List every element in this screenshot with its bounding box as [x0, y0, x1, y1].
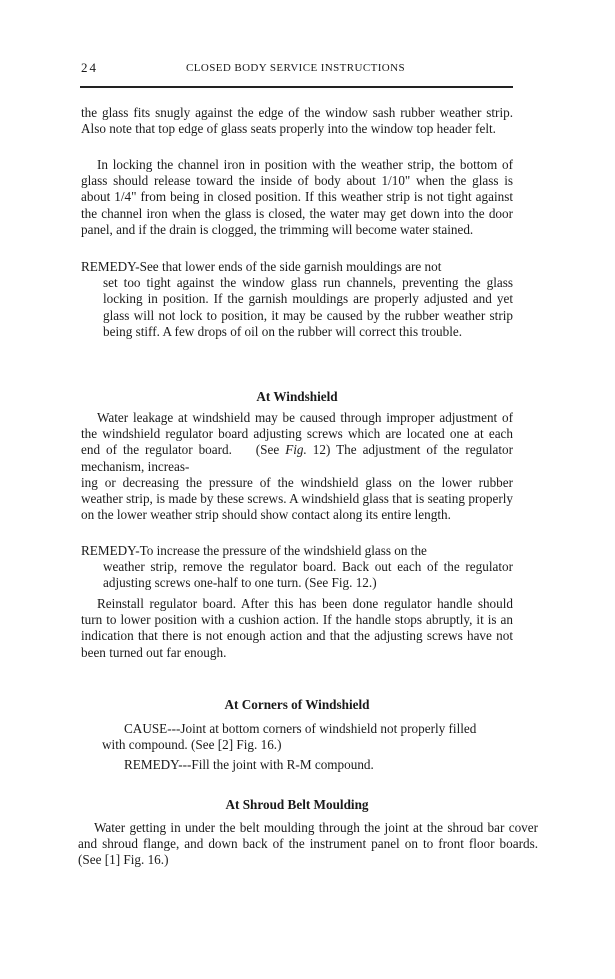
- remedy-garnish-first-line: REMEDY-See that lower ends of the side garnish mouldings are not: [81, 259, 442, 274]
- heading-at-corners: At Corners of Windshield: [224, 697, 370, 712]
- windshield-leak-text: Water leakage at windshield may be caused through improper adjustment of the windshield regulator board adjusting screws which are located one at each end of the regulator board.: [81, 410, 513, 458]
- windshield-leak-see: (See: [255, 442, 280, 458]
- paragraph-windshield-leakage-a: [81, 410, 513, 475]
- remedy-garnish-body: set too tight against the window glass run channels, preventing the glass locking in position. If the garnish mouldings are properly adjusted and yet glass will not lock to position, it may be caused by the rubber weather strip being stiff. A few drops of oil on the rubber will correct this trouble.: [103, 275, 513, 339]
- paragraph-glass-fit: the glass fits snugly against the edge of the window sash rubber weather strip. Also note that top edge of glass seats properly into the window top header felt.: [81, 105, 513, 137]
- remedy-windshield-body: weather strip, remove the regulator board. Back out each of the regulator adjusting screws one-half to one turn. (See Fig. 12.): [103, 559, 513, 591]
- running-title: CLOSED BODY SERVICE INSTRUCTIONS: [186, 62, 405, 74]
- windshield-leak-fig: Fig.: [285, 442, 307, 458]
- windshield-leak-tail: The adjustment of the regulator mechanism, increas-: [81, 442, 514, 474]
- heading-at-windshield: At Windshield: [256, 389, 338, 404]
- page-number: 24: [81, 60, 98, 75]
- cause-line-2: with compound. (See [2] Fig. 16.): [102, 737, 282, 752]
- remedy-windshield-first-line: REMEDY-To increase the pressure of the windshield glass on the: [81, 543, 427, 558]
- heading-at-shroud: At Shroud Belt Moulding: [225, 797, 369, 812]
- remedy-windshield-block: [81, 543, 513, 592]
- paragraph-windshield-leakage-b: ing or decreasing the pressure of the windshield glass on the lower rubber weather strip, is made by these screws. A windshield glass that is seating properly on the lower weather strip should show contact along its entire length.: [81, 475, 513, 523]
- paragraph-shroud-belt: Water getting in under the belt moulding through the joint at the shroud bar cover and shroud flange, and down back of the instrument panel on to front floor boards. (See [1] Fig. 16.): [78, 820, 538, 868]
- header-rule: [80, 86, 513, 88]
- remedy-garnish-block: [81, 259, 513, 340]
- windshield-leak-num: 12): [312, 442, 331, 458]
- paragraph-channel-iron: In locking the channel iron in position with the weather strip, the bottom of glass should release toward the inside of body about 1/10" when the glass is about 1/4" from being in closed position. If this weather strip is not tight against the channel iron when the glass is closed, the water may get down into the door panel, and if the drain is clogged, the trimming will become water stained.: [81, 157, 513, 237]
- cause-line-1: CAUSE---Joint at bottom corners of windshield not properly filled: [124, 721, 477, 736]
- remedy-compound: REMEDY---Fill the joint with R-M compound.: [124, 757, 374, 772]
- paragraph-reinstall-board: Reinstall regulator board. After this has been done regulator handle should turn to lower position with a cushion action. If the handle stops abruptly, it is an indication that there is not enough action and that the adjusting screws have not been turned out far enough.: [81, 596, 513, 660]
